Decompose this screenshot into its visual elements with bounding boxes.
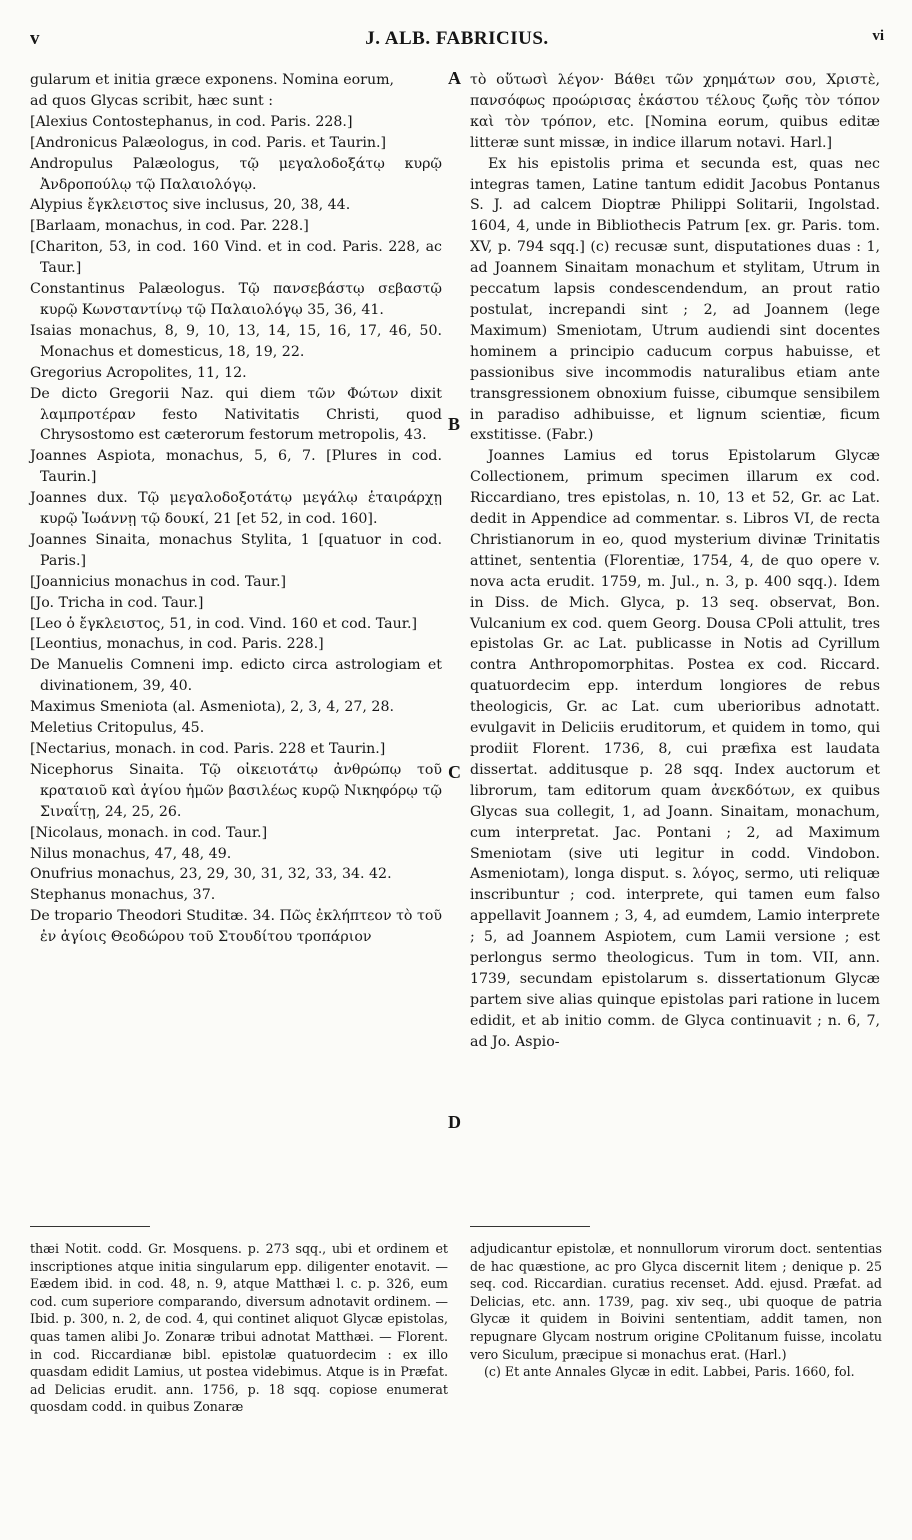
index-entry: Maximus Smeniota (al. Asmeniota), 2, 3, 4, 27, 28.: [30, 699, 394, 716]
index-entry: Andropulus Palæologus, τῷ μεγαλοδοξάτῳ κυρῷ Ἀνδροπούλῳ τῷ Παλαιολόγῳ.: [30, 155, 442, 193]
index-entry: [Chariton, 53, in cod. 160 Vind. et in cod. Paris. 228, ac Taur.]: [30, 239, 442, 277]
index-entry: Nicephorus Sinaita. Τῷ οἰκειοτάτῳ ἀνθρώπῳ τοῦ κραταιοῦ καὶ ἁγίου ἡμῶν βασιλέως κυρῷ Νικηφόρῳ τῷ Σιναΐτῃ, 24, 25, 26.: [30, 761, 442, 820]
margin-letter-c: C: [448, 762, 461, 782]
index-entry: [Joannicius monachus in cod. Taur.]: [30, 573, 287, 590]
margin-letter-a: A: [448, 68, 461, 88]
index-entry: De Manuelis Comneni imp. edicto circa astrologiam et divinationem, 39, 40.: [30, 657, 442, 695]
footnote-rule-left: [30, 1226, 150, 1227]
index-entry: [Andronicus Palæologus, in cod. Paris. et Taurin.]: [30, 134, 387, 151]
index-entry: [Nectarius, monach. in cod. Paris. 228 et Taurin.]: [30, 741, 386, 757]
right-column: [470, 70, 880, 1053]
footnote-c: (c) Et ante Annales Glycæ in edit. Labbei, Paris. 1660, fol.: [484, 1364, 855, 1380]
index-entry: ad quos Glycas scribit, hæc sunt :: [30, 92, 274, 109]
index-entry: Constantinus Palæologus. Τῷ πανσεβάστῳ σεβαστῷ κυρῷ Κωνσταντίνῳ τῷ Παλαιολόγῳ 35, 36, 41.: [30, 281, 442, 318]
index-entry: De tropario Theodori Studitæ. 34. Πῶς ἐκλήπτεον τὸ τοῦ ἐν ἁγίοις Θεοδώρου τοῦ Στουδίτου τροπάριον: [30, 908, 442, 946]
left-column: [30, 70, 442, 948]
body-paragraph: Joannes Lamius ed torus Epistolarum Glycæ Collectionem, primum specimen illarum ex cod. Riccardiano, tres epistolas, n. 10, 13 et 52, Gr. ac Lat. dedit in Appendice ad commentar. s. Libros VI, de recta Christianorum in eo, quod mysterium divinæ Trinitatis attinet, sententia (Florentiæ, 1754, 4, de quo opere v. nova acta erudit. 1759, m. Jul., n. 3, p. 400 sqq.). Idem in Diss. de Mich. Glyca, p. 13 seq. observat, Bon. Vulcanium ex cod. quem Georg. Dousa CPoli attulit, tres epistolas Gr. ac Lat. publicasse in Notis ad Cyrillum contra Anthropomorphitas. Postea ex cod. Riccard. quatuordecim epp. interdum longiores de rebus theologicis, Gr. ac Lat. cum uberioribus adnotatt. evulgavit in Deliciis eruditorum, et quidem in tomo, qui prodiit Florent. 1736, 8, cui præfixa est laudata dissertat. additusque p. 28 sqq. Index auctorum et librorum, tam editorum quam ἀνεκδότων, ex quibus Glycas sua collegit, 1, ad Joann. Sinaitam, monachum, cum interpretat. Jac. Pontani ; 2, ad Maximum Smeniotam (sive uti legitur in codd. Vindobon. Asmeniotam), longa disput. s. λόγος, sermo, uti reliquæ inscribuntur ; cod. interprete, qui tamen eum falso appellavit Joannem ; 3, 4, ad eumdem, Lamio interprete ; 5, ad Joannem Aspiotem, cum Lamii versione ; est perlongus sermo theologicus. Tum in tom. VII, ann. 1739, secundam epistolarum s. dissertationum Glycæ partem sive alias quinque epistolas pari ratione in lucem edidit, et ab initio comm. de Glyca continuavit ; n. 6, 7, ad Jo. Aspio-: [470, 448, 880, 1050]
index-entry: Meletius Critopulus, 45.: [30, 720, 205, 737]
margin-letter-b: B: [448, 414, 461, 434]
index-entry: [Jo. Tricha in cod. Taur.]: [30, 594, 204, 611]
index-entry: Joannes Sinaita, monachus Stylita, 1 [quatuor in cod. Paris.]: [30, 531, 442, 569]
margin-letter-d: D: [448, 1112, 461, 1132]
index-entry: Gregorius Acropolites, 11, 12.: [30, 364, 247, 381]
running-title: J. ALB. FABRICIUS.: [365, 28, 549, 49]
index-entry: Stephanus monachus, 37.: [30, 887, 216, 904]
page-signature-right: vi: [872, 28, 884, 44]
index-entry: Alypius ἔγκλειστος sive inclusus, 20, 38, 44.: [30, 197, 351, 214]
index-entry: Onufrius monachus, 23, 29, 30, 31, 32, 33, 34. 42.: [30, 866, 392, 883]
body-paragraph: Ex his epistolis prima et secunda est, quas nec integras tamen, Latine tantum edidit Jacobus Pontanus S. J. ad calcem Dioptræ Philippi Solitarii, Ingolstad. 1604, 4, unde in Bibliothecis Patrum [ex. gr. Paris. tom. XV, p. 794 sqq.] (c) recusæ sunt, disputationes duas : 1, ad Joannem Sinaitam monachum et stylitam, Utrum in peccatum lapsis condescendendum, an prout ratio postulat, increpandi sint ; 2, ad Joannem (lege Maximum) Smeniotam, Utrum audiendi sint docentes hominem a principio caducum corpus habuisse, et passionibus sive incommodis naturalibus etiam ante transgressionem obnoxium fuisse, cibumque sensibilem in paradiso adhibuisse, et lignum scientiæ, ficum exstitisse. (Fabr.): [470, 155, 880, 444]
index-entry: gularum et initia græce exponens. Nomina eorum,: [30, 72, 395, 88]
page-signature-left: v: [30, 28, 40, 49]
index-entry: Isaias monachus, 8, 9, 10, 13, 14, 15, 16, 17, 46, 50. Monachus et domesticus, 18, 19, 22.: [30, 322, 442, 360]
index-entry: [Alexius Contostephanus, in cod. Paris. 228.]: [30, 113, 353, 130]
index-entry: [Barlaam, monachus, in cod. Par. 228.]: [30, 218, 309, 235]
index-entry: Joannes Aspiota, monachus, 5, 6, 7. [Plures in cod. Taurin.]: [30, 448, 442, 486]
index-entry: Joannes dux. Τῷ μεγαλοδοξοτάτῳ μεγάλῳ ἑταιράρχῃ κυρῷ Ἰωάννῃ τῷ δουκί, 21 [et 52, in cod. 160].: [30, 490, 442, 528]
footnote-text: thæi Notit. codd. Gr. Mosquens. p. 273 sqq., ubi et ordinem et inscriptiones atque initia singularum epp. diligenter enotavit. — Eædem ibid. in cod. 48, n. 9, atque Matthæi l. c. p. 326, eum cod. cum superiore comparando, diversum adnotavit ordinem. — Ibid. p. 300, n. 2, de cod. 4, qui continet aliquot Glycæ epistolas, quas tamen alibi Jo. Zonaræ tribui adnotat Matthæi. — Florent. in cod. Riccardianæ bibl. epistolæ quatuordecim : ex illo quasdam edidit Lamius, ut postea videbimus. Atque is in Præfat. ad Delicias erudit. ann. 1756, p. 18 sqq. copiose enumerat quosdam codd. in quibus Zonaræ: [30, 1241, 448, 1415]
footnote-text: adjudicantur epistolæ, et nonnullorum virorum doct. sententias de hac quæstione, ac pro Glyca discernit litem ; denique p. 25 seq. cod. Riccardian. curatius recenset. Add. ejusd. Præfat. ad Delicias, etc. ann. 1739, pag. xiv seq., ubi quoque de patria Glycæ it quidem in Boivini sententiam, addit tamen, non repugnare Glycam nostrum origine CPolitanum fuisse, incolatu vero Siculum, præcipue si monachus erat. (Harl.): [470, 1241, 882, 1362]
footnote-rule-right: [470, 1226, 590, 1227]
page-header: [30, 28, 884, 58]
index-entry: [Leo ὁ ἔγκλειστος, 51, in cod. Vind. 160 et cod. Taur.]: [30, 615, 417, 632]
footnotes-right: [470, 1240, 882, 1381]
footnotes-left: [30, 1240, 448, 1416]
index-entry: [Nicolaus, monach. in cod. Taur.]: [30, 824, 268, 841]
body-paragraph: τὸ οὕτωσὶ λέγον· Βάθει τῶν χρημάτων σου, Χριστὲ, πανσόφως προώρισας ἑκάστου τέλους ζωῆς τὸν τόπον καὶ τὸν τρόπον, etc. [Nomina eorum, quibus editæ litteræ sunt missæ, in indice illarum notavi. Harl.]: [470, 72, 880, 151]
index-entry: De dicto Gregorii Naz. qui diem τῶν Φώτων dixit λαμπροτέραν festo Nativitatis Christi, quod Chrysostomo est cæterorum festorum metropolis, 43.: [30, 385, 442, 444]
index-entry: [Leontius, monachus, in cod. Paris. 228.]: [30, 636, 324, 653]
index-entry: Nilus monachus, 47, 48, 49.: [30, 845, 232, 862]
